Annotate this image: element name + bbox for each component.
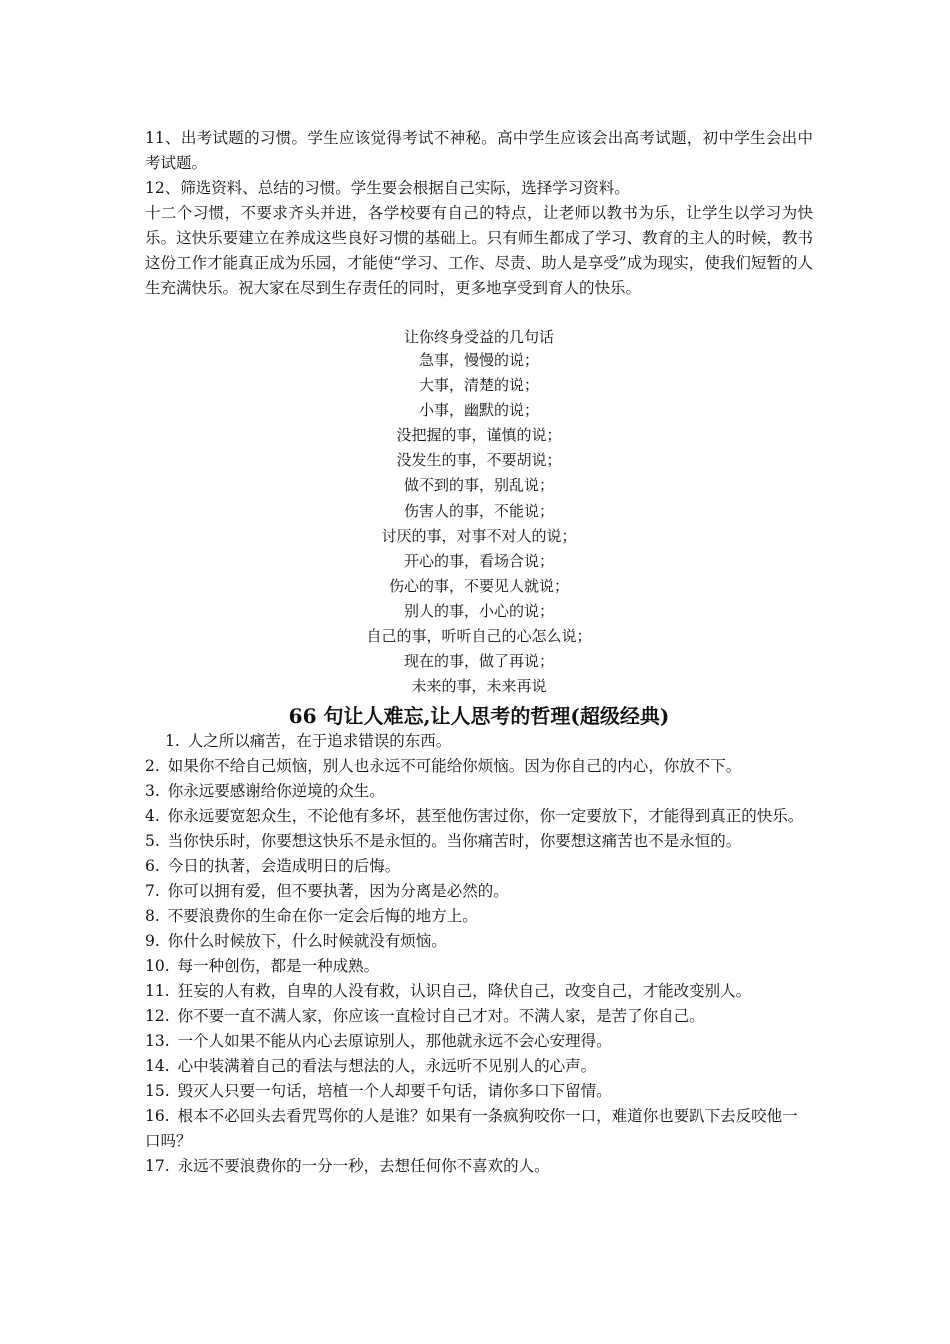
list-item-text: 你什么时候放下，什么时候就没有烦恼。 [167, 932, 447, 950]
list-item [145, 1104, 813, 1154]
list-item-number: 15. [145, 1082, 170, 1100]
list-item [145, 1154, 813, 1179]
list-item-number: 1. [165, 732, 180, 750]
list-item-text: 如果你不给自己烦恼，别人也永远不可能给你烦恼。因为你自己的内心，你放不下。 [167, 757, 742, 775]
poem-line: 开心的事，看场合说； [403, 551, 554, 570]
list-item-number: 17. [145, 1157, 170, 1175]
list-item-text: 人之所以痛苦，在于追求错误的东西。 [187, 732, 452, 750]
list-item-text: 你永远要宽恕众生，不论他有多坏，甚至他伤害过你，你一定要放下，才能得到真正的快乐。 [167, 807, 804, 825]
poem-line: 自己的事，听听自己的心怎么说； [366, 627, 592, 646]
list-item [145, 879, 813, 904]
list-item-number: 3. [145, 782, 160, 800]
list-item [145, 1079, 813, 1104]
list-item-text: 毁灭人只要一句话，培植一个人却要千句话，请你多口下留情。 [177, 1082, 612, 1100]
poem-line: 伤害人的事，不能说； [403, 501, 554, 520]
intro-paragraph: 十二个习惯，不要求齐头并进，各学校要有自己的特点，让老师以教书为乐，让学生以学习为快乐。这快乐要建立在养成这些良好习惯的基础上。只有师生都成了学习、教育的主人的时候，教书这份工作才能真正成为乐园，才能使“学习、工作、尽责、助人是享受”成为现实，使我们短暂的人生充满快乐。祝大家在尽到生存责任的同时，更多地享受到育人的快乐。 [145, 204, 813, 297]
intro-paragraph: 12、筛选资料、总结的习惯。学生要会根据自己实际，选择学习资料。 [145, 179, 630, 197]
list-item-text: 今日的执著，会造成明日的后悔。 [167, 857, 401, 875]
list-item-number: 4. [145, 807, 160, 825]
poem-title: 让你终身受益的几句话 [403, 328, 554, 346]
poem-section [145, 326, 813, 699]
intro-paragraph: 11、出考试题的习惯。学生应该觉得考试不神秘。高中学生应该会出高考试题，初中学生会出中考试题。 [145, 129, 813, 172]
list-item-text: 根本不必回头去看咒骂你的人是谁？如果有一条疯狗咬你一口，难道你也要趴下去反咬他一口吗？ [145, 1107, 798, 1150]
list-item-text: 你可以拥有爱，但不要执著，因为分离是必然的。 [167, 882, 509, 900]
poem-line: 伤心的事，不要见人就说； [388, 576, 569, 595]
list-item [145, 1054, 813, 1079]
list-item [145, 1029, 813, 1054]
quotes-section-title: 66 句让人难忘,让人思考的哲理(超级经典) [288, 704, 670, 728]
list-item [145, 979, 813, 1004]
list-item-number: 10. [145, 957, 170, 975]
poem-line: 别人的事，小心的说； [403, 601, 554, 620]
poem-line: 小事，幽默的说； [418, 401, 539, 420]
poem-line: 未来的事，未来再说 [411, 677, 547, 696]
list-item-number: 11. [145, 982, 170, 1000]
quotes-list [145, 729, 813, 1179]
list-item [145, 729, 813, 754]
poem-line: 现在的事，做了再说； [403, 652, 554, 671]
list-item-number: 2. [145, 757, 160, 775]
list-item [145, 854, 813, 879]
poem-line: 做不到的事，别乱说； [403, 476, 554, 495]
list-item-text: 永远不要浪费你的一分一秒，去想任何你不喜欢的人。 [177, 1157, 550, 1175]
list-item-number: 16. [145, 1107, 170, 1125]
list-item-number: 12. [145, 1007, 170, 1025]
list-item [145, 929, 813, 954]
poem-line: 急事，慢慢的说； [418, 351, 539, 369]
list-item [145, 779, 813, 804]
list-item-number: 8. [145, 907, 160, 925]
list-item-number: 7. [145, 882, 160, 900]
list-item [145, 904, 813, 929]
list-item-number: 5. [145, 832, 160, 850]
list-item-text: 每一种创伤，都是一种成熟。 [177, 957, 380, 975]
list-item-number: 6. [145, 857, 160, 875]
list-item-number: 14. [145, 1057, 170, 1075]
list-item [145, 1004, 813, 1029]
poem-line: 讨厌的事，对事不对人的说； [381, 526, 577, 545]
poem-line: 大事，清楚的说； [418, 376, 539, 395]
list-item-text: 一个人如果不能从内心去原谅别人，那他就永远不会心安理得。 [177, 1032, 612, 1050]
list-item [145, 954, 813, 979]
list-item [145, 829, 813, 854]
list-item-text: 当你快乐时，你要想这快乐不是永恒的。当你痛苦时，你要想这痛苦也不是永恒的。 [167, 832, 742, 850]
list-item-text: 不要浪费你的生命在你一定会后悔的地方上。 [167, 907, 478, 925]
list-item-text: 你不要一直不满人家，你应该一直检讨自己才对。不满人家，是苦了你自己。 [177, 1007, 705, 1025]
list-item-text: 心中装满着自己的看法与想法的人，永远听不见别人的心声。 [177, 1057, 597, 1075]
intro-section [145, 126, 813, 301]
list-item-number: 13. [145, 1032, 170, 1050]
poem-line: 没发生的事，不要胡说； [396, 451, 562, 470]
list-item-text: 狂妄的人有救，自卑的人没有救，认识自己，降伏自己，改变自己，才能改变别人。 [177, 982, 752, 1000]
poem-line: 没把握的事，谨慎的说； [396, 426, 562, 445]
list-item-text: 你永远要感谢给你逆境的众生。 [167, 782, 385, 800]
list-item [145, 804, 813, 829]
list-item [145, 754, 813, 779]
list-item-number: 9. [145, 932, 160, 950]
